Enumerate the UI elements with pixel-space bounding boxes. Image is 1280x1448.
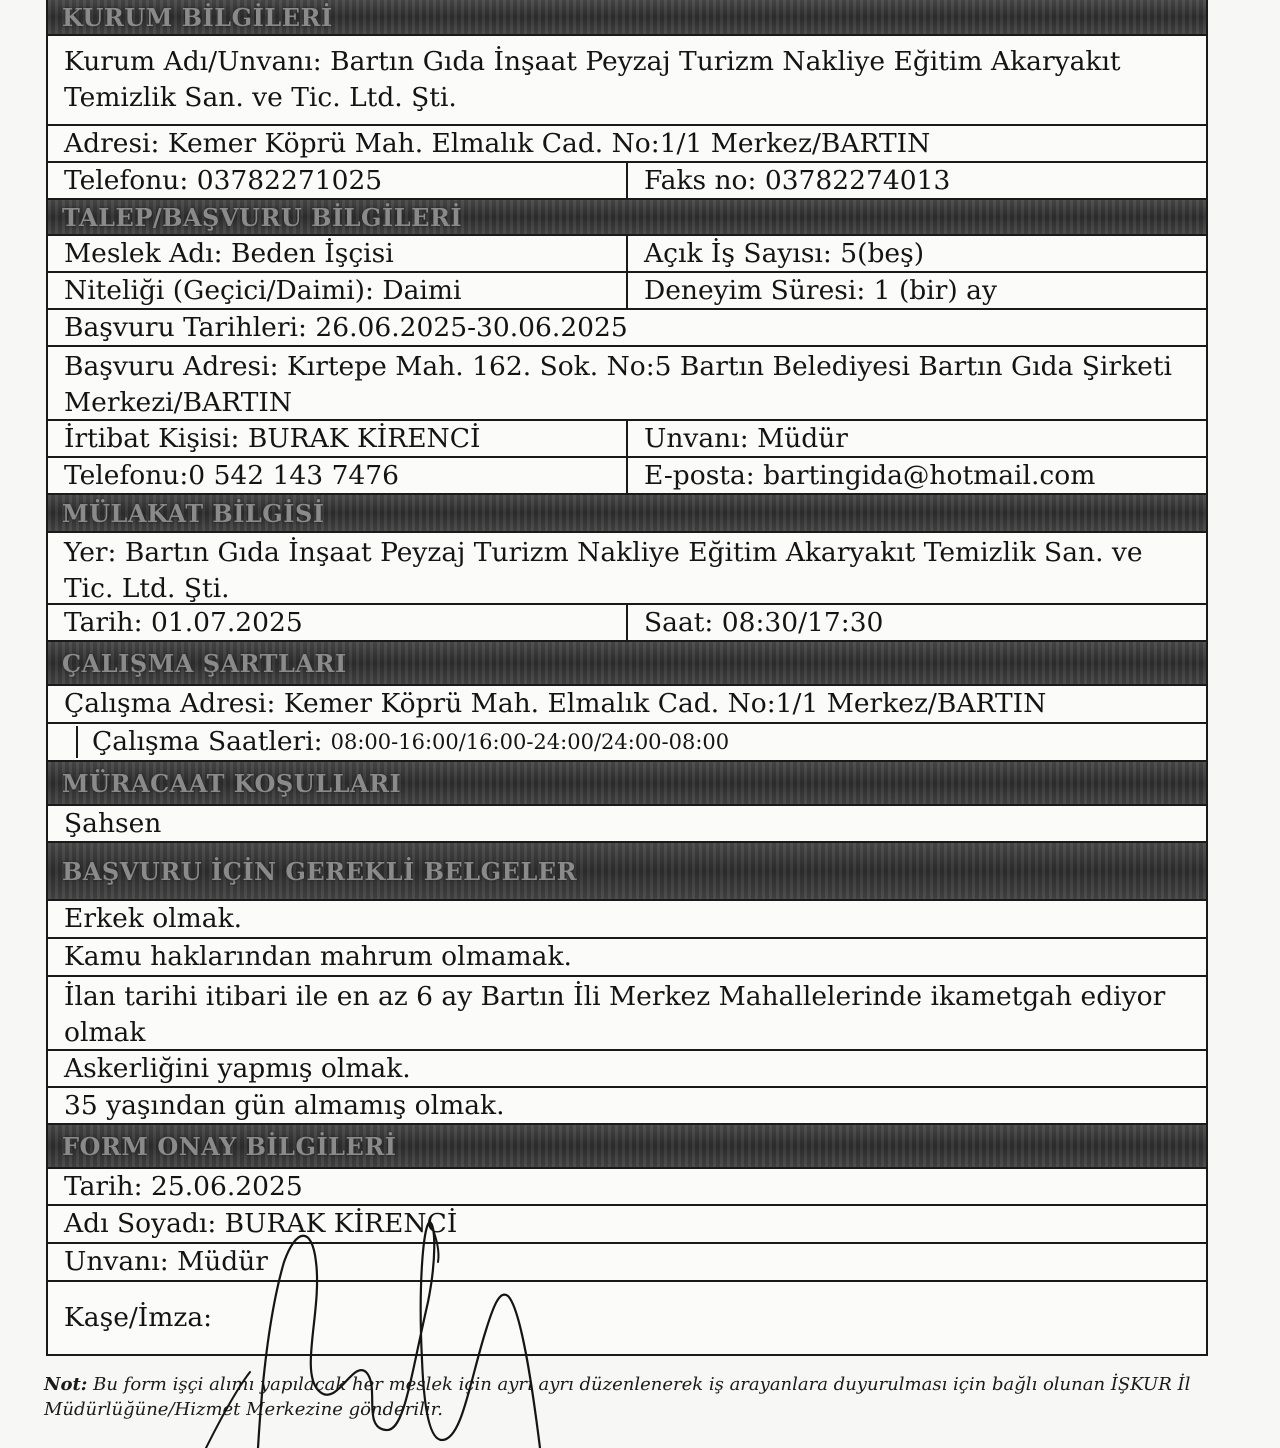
contact-title: Unvanı: Müdür: [626, 421, 1206, 456]
section-header-onay: FORM ONAY BİLGİLERİ: [48, 1125, 1206, 1169]
institution-name: Kurum Adı/Unvanı: Bartın Gıda İnşaat Peyzaj Turizm Nakliye Eğitim Akaryakıt Temizlik San. ve Tic. Ltd. Şti.: [64, 46, 1121, 113]
cell-divider: [76, 726, 78, 758]
requirement-row: [48, 901, 1206, 939]
application-method-row: [48, 806, 1206, 843]
requirement-row: [48, 1088, 1206, 1125]
work-hours-label: Çalışma Saatleri:: [92, 726, 323, 757]
requirement-item: Kamu haklarından mahrum olmamak.: [64, 941, 572, 972]
section-header-muracaat: MÜRACAAT KOŞULLARI: [48, 762, 1206, 806]
requirement-row: [48, 1051, 1206, 1088]
requirement-item: Askerliğini yapmış olmak.: [64, 1052, 411, 1084]
interview-time: Saat: 08:30/17:30: [626, 605, 1206, 640]
requirement-item: Erkek olmak.: [64, 903, 243, 934]
footer-note: [44, 1372, 1214, 1422]
work-address: Çalışma Adresi: Kemer Köprü Mah. Elmalık Cad. No:1/1 Merkez/BARTIN: [64, 688, 1047, 719]
nature-row: [48, 273, 1206, 310]
contact-person-row: [48, 421, 1206, 458]
work-hours: [48, 724, 1206, 760]
work-address-row: [48, 686, 1206, 724]
requirement-item: İlan tarihi itibari ile en az 6 ay Bartın İli Merkez Mahallelerinde ikametgah ediyor olmak: [64, 981, 1166, 1048]
approval-title: Unvanı: Müdür: [64, 1246, 268, 1277]
note-text: Bu form işçi alımı yapılacak her meslek için ayrı ayrı düzenlenerek iş arayanlara duyurulması için bağlı olunan İŞKUR İl Müdürlüğüne/Hizmet Merkezine gönderilir.: [44, 1374, 1191, 1420]
approval-date-row: [48, 1169, 1206, 1206]
open-job-count: Açık İş Sayısı: 5(beş): [626, 236, 1206, 271]
application-address: Başvuru Adresi: Kırtepe Mah. 162. Sok. No:5 Bartın Belediyesi Bartın Gıda Şirketi Merkezi/BARTIN: [64, 351, 1172, 418]
institution-phone: Telefonu: 03782271025: [64, 164, 383, 196]
section-header-kurum: KURUM BİLGİLERİ: [48, 0, 1206, 36]
note-label: Not:: [44, 1374, 88, 1395]
work-hours-value: 08:00-16:00/16:00-24:00/24:00-08:00: [330, 730, 730, 754]
approval-name: Adı Soyadı: BURAK KİRENCİ: [64, 1208, 458, 1239]
section-header-talep: TALEP/BAŞVURU BİLGİLERİ: [48, 200, 1206, 236]
approval-date: Tarih: 25.06.2025: [64, 1170, 303, 1202]
work-hours-row: [48, 724, 1206, 762]
interview-place-row: [48, 533, 1206, 605]
interview-date: Tarih: 01.07.2025: [64, 606, 303, 638]
contact-phone: Telefonu:0 542 143 7476: [64, 459, 400, 491]
experience-duration: Deneyim Süresi: 1 (bir) ay: [626, 273, 1206, 308]
job-posting-form: [46, 0, 1208, 1356]
institution-contact-row: [48, 163, 1206, 200]
institution-address: Adresi: Kemer Köprü Mah. Elmalık Cad. No:1/1 Merkez/BARTIN: [64, 127, 931, 159]
institution-fax: Faks no: 03782274013: [626, 163, 1206, 198]
approval-name-row: [48, 1206, 1206, 1244]
approval-title-row: [48, 1244, 1206, 1282]
application-method: Şahsen: [64, 807, 162, 839]
application-address-row: [48, 347, 1206, 421]
institution-name-row: [48, 36, 1206, 126]
section-header-belgeler: BAŞVURU İÇİN GEREKLİ BELGELER: [48, 843, 1206, 901]
contact-email: E-posta: bartingida@hotmail.com: [626, 458, 1206, 493]
institution-address-row: [48, 126, 1206, 163]
stamp-signature-label: Kaşe/İmza:: [64, 1302, 213, 1333]
interview-place: Yer: Bartın Gıda İnşaat Peyzaj Turizm Nakliye Eğitim Akaryakıt Temizlik San. ve Tic. Ltd. Şti.: [64, 537, 1143, 604]
requirement-row: [48, 939, 1206, 977]
interview-datetime-row: [48, 605, 1206, 642]
occupation-name: Meslek Adı: Beden İşçisi: [64, 237, 394, 269]
contact-person: İrtibat Kişisi: BURAK KİRENCİ: [64, 422, 481, 454]
application-dates-row: [48, 310, 1206, 347]
contact-phone-row: [48, 458, 1206, 495]
application-dates: Başvuru Tarihleri: 26.06.2025-30.06.2025: [64, 311, 628, 343]
occupation-row: [48, 236, 1206, 273]
section-header-mulakat: MÜLAKAT BİLGİSİ: [48, 495, 1206, 533]
job-nature: Niteliği (Geçici/Daimi): Daimi: [64, 274, 462, 306]
section-header-calisma: ÇALIŞMA ŞARTLARI: [48, 642, 1206, 686]
requirement-item: 35 yaşından gün almamış olmak.: [64, 1089, 505, 1121]
stamp-signature-row: [48, 1282, 1206, 1356]
requirement-row: [48, 977, 1206, 1051]
